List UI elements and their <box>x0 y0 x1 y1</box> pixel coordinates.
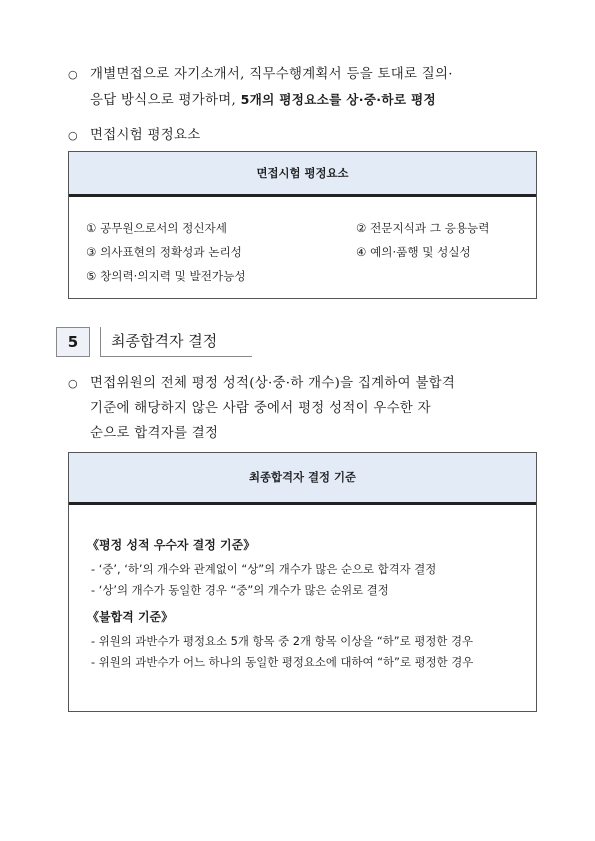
intro-paragraph <box>68 62 546 113</box>
criteria-box <box>68 151 537 299</box>
rule-item: - 위원의 과반수가 평정요소 5개 항목 중 2개 항목 이상을 “하”로 평정한 경우 <box>91 634 473 648</box>
rule-item: - ‘상’의 개수가 동일한 경우 “중”의 개수가 많은 순위로 결정 <box>91 583 389 597</box>
intro-emphasis: 5개의 평정요소를 상·중·하로 평정 <box>240 92 436 107</box>
final-line-1: 면접위원의 전체 평정 성적(상·중·하 개수)을 집계하여 불합격 <box>90 376 456 391</box>
bullet-circle-icon: ○ <box>68 377 78 390</box>
bullet-circle-icon: ○ <box>68 68 78 81</box>
section-title: 최종합격자 결정 <box>100 327 252 357</box>
criteria-box-title: 면접시험 평정요소 <box>69 152 536 197</box>
criteria-heading <box>68 123 546 148</box>
criteria-item: ① 공무원으로서의 정신자세 <box>86 221 227 235</box>
final-box-body <box>69 505 536 673</box>
criteria-item: ② 전문지식과 그 응용능력 <box>356 221 490 235</box>
criteria-heading-text: 면접시험 평정요소 <box>90 128 201 143</box>
bullet-circle-icon: ○ <box>68 129 78 142</box>
intro-line-1: 개별면접으로 자기소개서, 직무수행계획서 등을 토대로 질의· <box>90 67 453 82</box>
final-line-3: 순으로 합격자를 결정 <box>90 426 219 441</box>
final-paragraph <box>68 371 546 446</box>
criteria-list <box>69 197 536 285</box>
rule-item: - ‘중’, ‘하’의 개수와 관계없이 “상”의 개수가 많은 순으로 합격자 결정 <box>91 562 437 576</box>
criteria-item: ⑤ 창의력·의지력 및 발전가능성 <box>86 269 246 283</box>
group-title-fail: 《불합격 기준》 <box>87 610 174 624</box>
final-box-title: 최종합격자 결정 기준 <box>69 453 536 505</box>
criteria-item: ④ 예의·품행 및 성실성 <box>356 245 471 259</box>
rule-item: - 위원의 과반수가 어느 하나의 동일한 평정요소에 대하여 “하”로 평정한 경우 <box>91 655 474 669</box>
intro-line-2: 응답 방식으로 평가하며, 5개의 평정요소를 상·중·하로 평정 <box>90 92 436 108</box>
section-number-badge: 5 <box>56 327 90 357</box>
group-title-top-rank: 《평정 성적 우수자 결정 기준》 <box>87 538 256 552</box>
final-line-2: 기준에 해당하지 않은 사람 중에서 평정 성적이 우수한 자 <box>90 401 431 416</box>
final-criteria-box <box>68 452 537 712</box>
criteria-item: ③ 의사표현의 정확성과 논리성 <box>86 245 242 259</box>
